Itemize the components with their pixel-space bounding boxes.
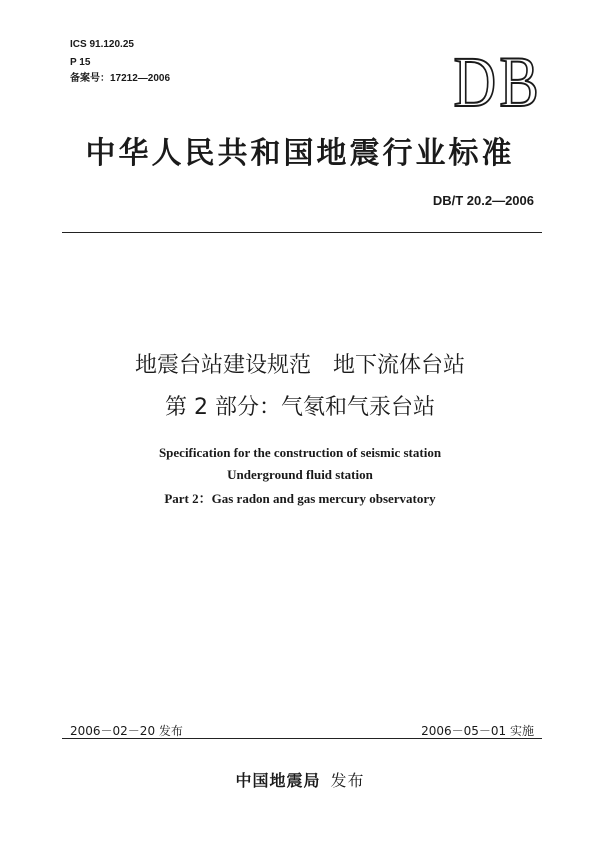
publisher-name: 中国地震局 <box>235 771 321 790</box>
chinese-title-line-1: 地震台站建设规范 地下流体台站 <box>134 353 465 378</box>
ics-code: ICS 91.120.25 <box>70 39 134 50</box>
english-title-line-2: Underground fluid station <box>227 467 373 482</box>
classification-code: P 15 <box>70 57 91 68</box>
english-title-line-3: Part 2：Gas radon and gas mercury observatory <box>164 491 436 506</box>
db-logo: DB <box>453 42 542 122</box>
publisher-line <box>0 768 600 791</box>
issue-date: 2006－02－20 发布 <box>70 724 183 738</box>
industry-standard-title: 中华人民共和国地震行业标准 <box>85 136 515 171</box>
record-number: 备案号：17212—2006 <box>70 73 171 84</box>
english-title-line-1: Specification for the construction of seismic station <box>158 445 442 460</box>
top-divider <box>62 232 542 233</box>
implementation-date: 2006－05－01 实施 <box>421 724 534 738</box>
bottom-divider <box>62 738 542 739</box>
publisher-suffix: 发布 <box>330 771 365 790</box>
chinese-title-line-2: 第 2 部分：气氡和气汞台站 <box>165 395 435 420</box>
standard-number: DB/T 20.2—2006 <box>432 193 534 208</box>
